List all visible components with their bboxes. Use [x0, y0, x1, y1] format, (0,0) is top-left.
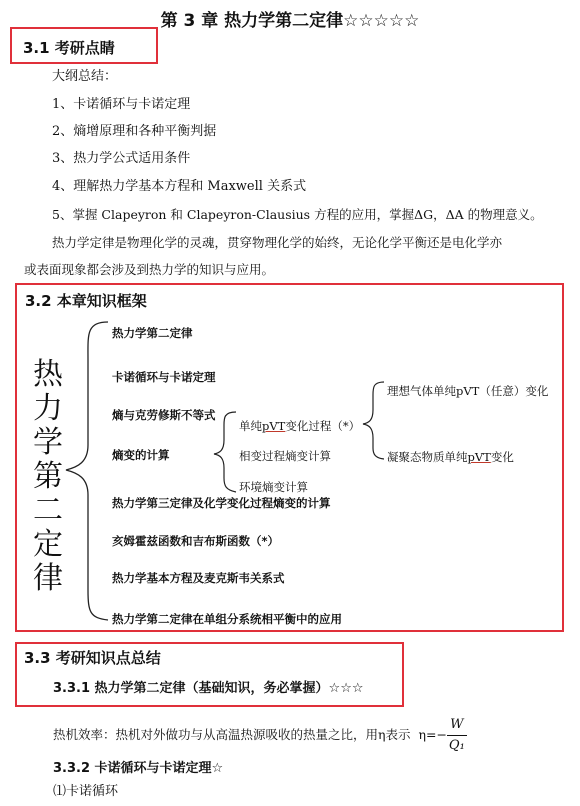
branch-third-law: 热力学第三定律及化学变化过程熵变的计算: [112, 496, 331, 510]
efficiency-text: 热机效率：热机对外做功与从高温热源吸收的热量之比，用η表示: [53, 727, 411, 742]
carnot-cycle-item: ⑴卡诺循环: [53, 784, 119, 799]
vertical-title-char: 学: [33, 425, 63, 460]
sub-environment: 环境熵变计算: [239, 480, 308, 494]
vertical-title-char: 律: [33, 561, 63, 596]
section-3-1-heading: 3.1 考研点睛: [23, 39, 115, 57]
main-brace: [66, 322, 108, 620]
sub-pure-pvt: [239, 418, 360, 434]
vertical-title-char: 力: [33, 391, 63, 426]
efficiency-denominator: Q₁: [448, 738, 465, 753]
summary-item-4: 4、理解热力学基本方程和 Maxwell 关系式: [52, 179, 307, 194]
vertical-title-char: 第: [33, 459, 63, 494]
section-3-3-heading: 3.3 考研知识点总结: [24, 649, 161, 667]
vertical-title-char: 二: [33, 493, 63, 528]
branch-second-law: 热力学第二定律: [112, 326, 193, 340]
sub-condensed-pvt-term: pVT: [467, 450, 491, 464]
summary-item-5: 5、掌握 Clapeyron 和 Clapeyron-Clausius 方程的应用，掌握ΔG，ΔA 的物理意义。: [52, 207, 543, 222]
sub-phase-change: 相变过程熵变计算: [239, 449, 331, 463]
summary-item-2: 2、熵增原理和各种平衡判据: [52, 124, 217, 139]
sub-pure-prefix: 单纯: [239, 419, 262, 433]
branch-clausius: 熵与克劳修斯不等式: [112, 408, 216, 422]
branch-helmholtz-gibbs: 亥姆霍兹函数和吉布斯函数（*）: [112, 534, 280, 548]
efficiency-definition: [53, 715, 467, 756]
section-3-3-2-heading: 3.3.2 卡诺循环与卡诺定理☆: [53, 761, 224, 776]
entropy-brace: [214, 412, 236, 492]
summary-label: 大纲总结：: [52, 69, 118, 84]
efficiency-fraction: [447, 715, 467, 756]
sub-ideal-gas: 理想气体单纯pVT（任意）变化: [387, 384, 549, 398]
branch-phase-equilibrium: 热力学第二定律在单组分系统相平衡中的应用: [112, 612, 342, 626]
summary-item-1: 1、卡诺循环与卡诺定理: [52, 97, 191, 112]
summary-item-3: 3、热力学公式适用条件: [52, 151, 191, 166]
sub-condensed-suffix: 变化: [490, 450, 514, 464]
sub-pure-suffix: 变化过程（*）: [285, 419, 361, 433]
sub-condensed: [387, 449, 514, 465]
vertical-title-char: 热: [33, 357, 63, 392]
efficiency-numerator: W: [447, 715, 467, 736]
vertical-title-char: 定: [33, 527, 63, 562]
sub-pure-pvt-term: pVT: [262, 419, 286, 433]
branch-entropy-calc: 熵变的计算: [112, 448, 170, 462]
paragraph-line-1: 热力学定律是物理化学的灵魂，贯穿物理化学的始终，无论化学平衡还是电化学亦: [52, 235, 503, 250]
section-3-3-1-heading: 3.3.1 热力学第二定律（基础知识，务必掌握）☆☆☆: [53, 681, 364, 696]
branch-maxwell: 热力学基本方程及麦克斯韦关系式: [112, 571, 285, 585]
paragraph-line-2: 或表面现象都会涉及到热力学的知识与应用。: [24, 262, 275, 277]
branch-carnot: 卡诺循环与卡诺定理: [112, 370, 216, 384]
sub-condensed-prefix: 凝聚态物质单纯: [387, 450, 468, 464]
pvt-brace: [363, 382, 384, 459]
chapter-title: 第 3 章 热力学第二定律☆☆☆☆☆: [160, 11, 420, 31]
efficiency-lhs: η=−: [418, 727, 447, 742]
section-3-2-heading: 3.2 本章知识框架: [25, 292, 147, 310]
